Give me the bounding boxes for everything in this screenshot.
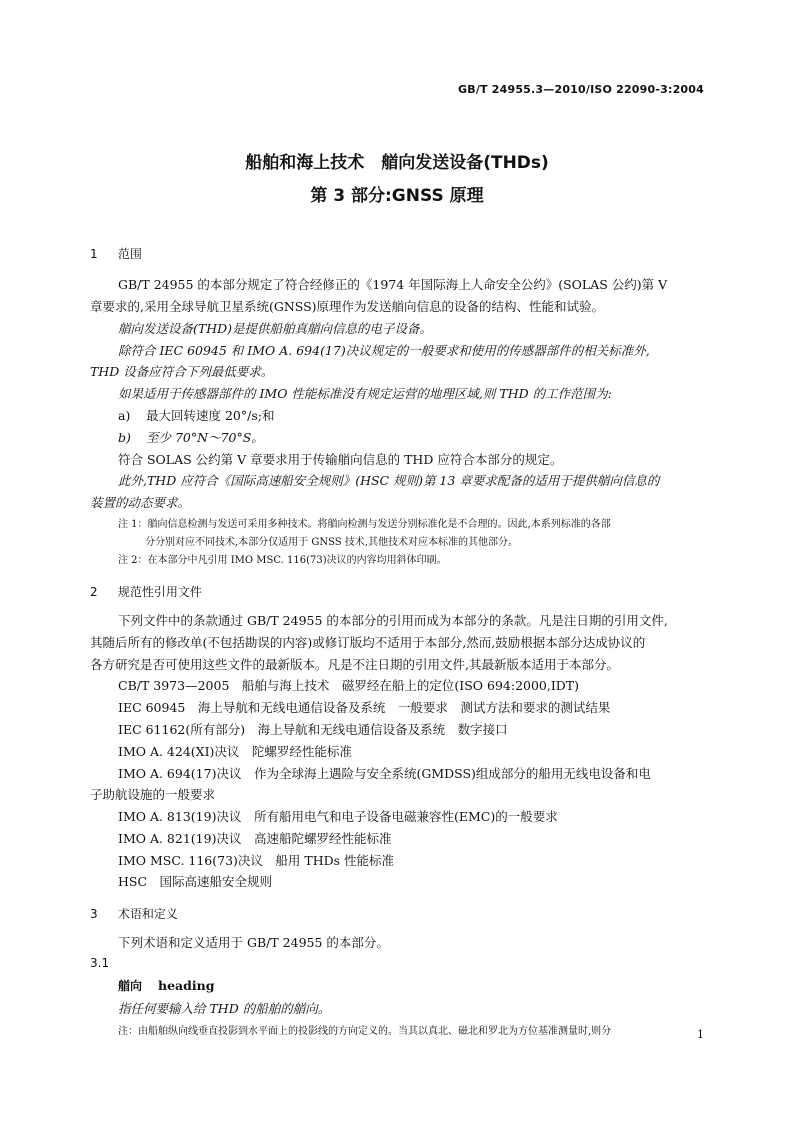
paragraph-line: 此外,THD 应符合《国际高速船安全规则》(HSC 规则)第 13 章要求配备的适用于提供艏向信息的 (118, 473, 660, 488)
reference-item: HSC 国际高速船安全规则 (118, 874, 273, 889)
document-title-line1: 船舶和海上技术 艏向发送设备(THDs) (245, 153, 549, 173)
paragraph-line: GB/T 24955 的本部分规定了符合经修正的《1974 年国际海上人命安全公约》(SOLAS 公约)第 V (118, 277, 668, 292)
section-number: 1 (90, 247, 98, 261)
paragraph-line: THD 设备应符合下列最低要求。 (90, 364, 274, 379)
paragraph-line: 下列文件中的条款通过 GB/T 24955 的本部分的引用而成为本部分的条款。凡是注日期的引用文件, (118, 613, 668, 628)
note-line: 注 1：艏向信息检测与发送可采用多种技术。将艏向检测与发送分别标准化是不合理的。因此,本系列标准的各部 (118, 519, 611, 530)
section-number: 3 (90, 907, 98, 921)
paragraph-line: 章要求的,采用全球导航卫星系统(GNSS)原理作为发送艏向信息的设备的结构、性能和试验。 (90, 299, 605, 314)
term-entry (118, 977, 214, 994)
reference-item: IMO A. 813(19)决议 所有船用电气和电子设备电磁兼容性(EMC)的一般要求 (118, 809, 558, 824)
paragraph-line: 艏向发送设备(THD)是提供船舶真艏向信息的电子设备。 (118, 321, 433, 336)
section-number: 2 (90, 585, 98, 599)
paragraph-line: 如果适用于传感器部件的 IMO 性能标准没有规定运营的地理区域,则 THD 的工作范围为: (118, 386, 612, 401)
paragraph-line: 各方研究是否可使用这些文件的最新版本。凡是不注日期的引用文件,其最新版本适用于本部分。 (90, 657, 619, 672)
list-text: 至少 70°N～70°S。 (146, 430, 264, 445)
section-title: 规范性引用文件 (117, 585, 202, 599)
note-line: 注 2：在本部分中凡引用 IMO MSC. 116(73)决议的内容均用斜体印刷。 (118, 555, 447, 566)
reference-item: IEC 61162(所有部分) 海上导航和无线电通信设备及系统 数字接口 (118, 722, 508, 737)
section-2-heading (90, 583, 202, 600)
reference-item-continued: 子助航设施的一般要求 (90, 787, 216, 802)
reference-item: IEC 60945 海上导航和无线电通信设备及系统 一般要求 测试方法和要求的测试结果 (118, 700, 611, 715)
paragraph-line: 下列术语和定义适用于 GB/T 24955 的本部分。 (118, 935, 389, 950)
section-1-heading (90, 245, 142, 262)
term-chinese: 艏向 (118, 979, 143, 993)
section-title: 术语和定义 (117, 907, 178, 921)
term-english: heading (158, 978, 215, 993)
list-label: a) (118, 408, 131, 423)
section-title: 范围 (117, 247, 142, 261)
paragraph-line: 除符合 IEC 60945 和 IMO A. 694(17)决议规定的一般要求和使用的传感器部件的相关标准外, (118, 343, 650, 358)
document-title-line2: 第 3 部分:GNSS 原理 (310, 186, 484, 206)
section-3-heading (90, 905, 178, 922)
list-label: b) (118, 430, 131, 445)
standard-code-header: GB/T 24955.3—2010/ISO 22090-3:2004 (458, 83, 704, 96)
term-definition: 指任何要输入给 THD 的船舶的艏向。 (118, 1001, 331, 1016)
reference-item: CB/T 3973—2005 船舶与海上技术 磁罗经在船上的定位(ISO 694:2000,IDT) (118, 678, 580, 693)
list-item-a (118, 406, 274, 424)
reference-item: IMO A. 424(XI)决议 陀螺罗经性能标准 (118, 744, 352, 759)
reference-item: IMO A. 821(19)决议 高速船陀螺罗经性能标准 (118, 831, 392, 846)
term-number: 3.1 (90, 956, 110, 970)
list-item-b (118, 428, 264, 446)
reference-item: IMO MSC. 116(73)决议 船用 THDs 性能标准 (118, 853, 395, 868)
paragraph-line: 装置的动态要求。 (90, 495, 191, 510)
note-line: 分分别对应不同技术,本部分仅适用于 GNSS 技术,其他技术对应本标准的其他部分。 (145, 537, 518, 548)
note-line: 注：由船舶纵向线垂直投影到水平面上的投影线的方向定义的。当其以真北、磁北和罗北为方位基准测量时,则分 (118, 1026, 612, 1037)
paragraph-line: 其随后所有的修改单(不包括勘误的内容)或修订版均不适用于本部分,然而,鼓励根据本部分达成协议的 (90, 635, 646, 650)
reference-item: IMO A. 694(17)决议 作为全球海上遇险与安全系统(GMDSS)组成部分的船用无线电设备和电 (118, 766, 651, 781)
list-text: 最大回转速度 20°/s;和 (146, 408, 275, 423)
paragraph-line: 符合 SOLAS 公约第 V 章要求用于传输艏向信息的 THD 应符合本部分的规定。 (118, 452, 563, 467)
page-number: 1 (697, 1028, 704, 1041)
